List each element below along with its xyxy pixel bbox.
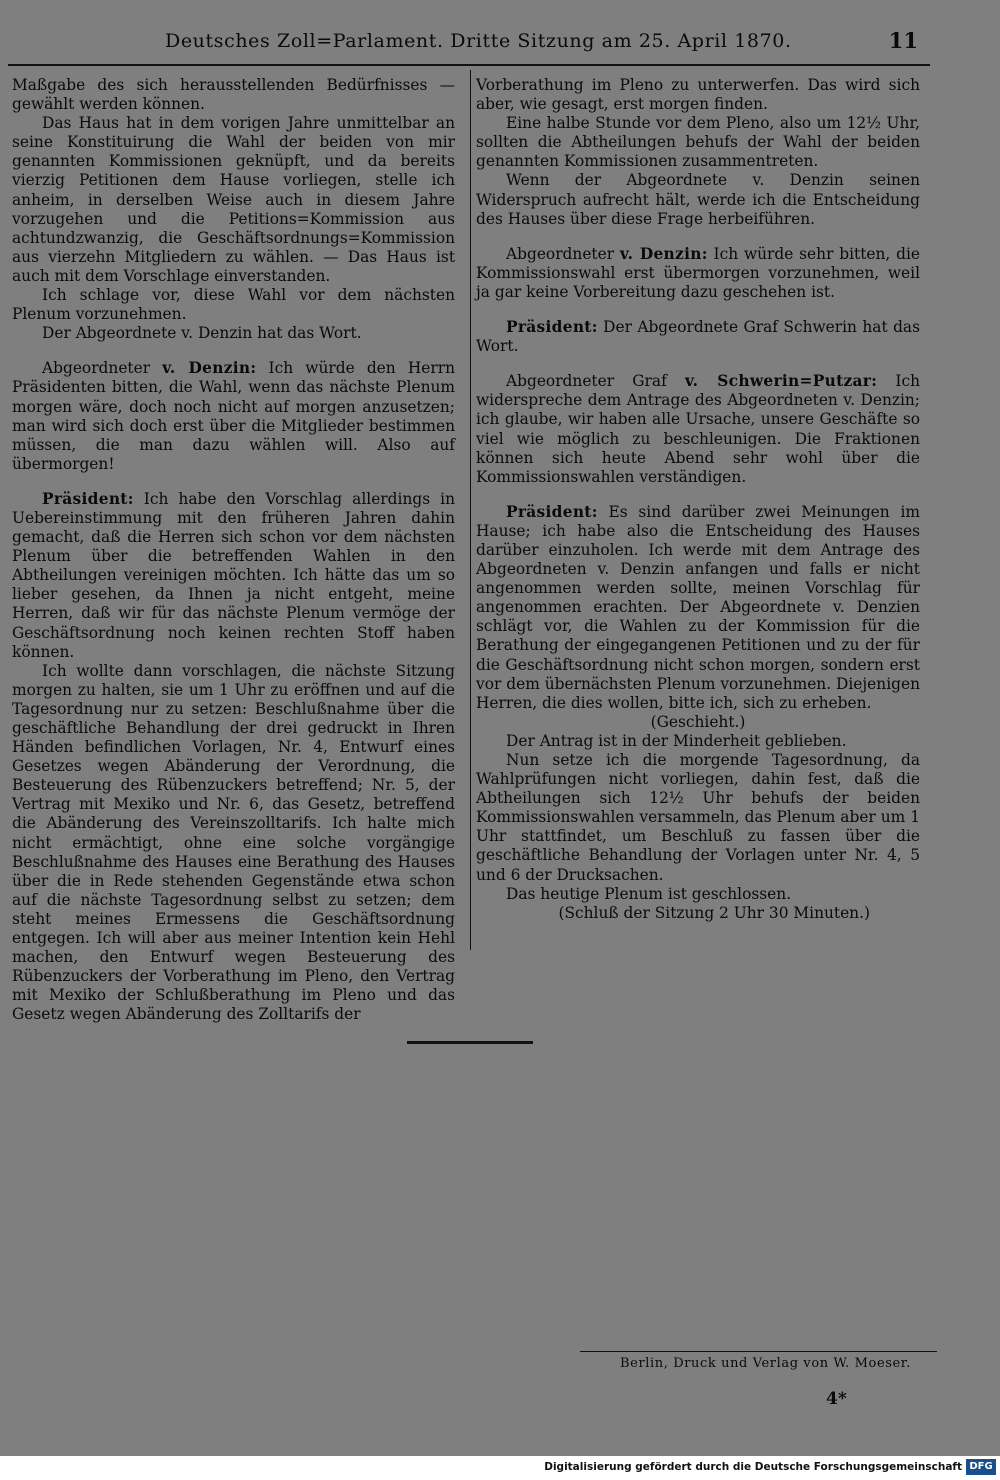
right-column bbox=[476, 76, 920, 923]
body-paragraph: Eine halbe Stunde vor dem Pleno, also um 12½ Uhr, sollten die Abtheilungen behufs der Wahl der beiden genannten Kommissionen zusammentreten. bbox=[476, 114, 920, 171]
running-title: Deutsches Zoll=Parlament. Dritte Sitzung am 25. April 1870. bbox=[165, 30, 792, 52]
session-closing-note: (Schluß der Sitzung 2 Uhr 30 Minuten.) bbox=[558, 903, 870, 922]
speech-paragraph bbox=[12, 359, 455, 474]
body-paragraph: Ich wollte dann vorschlagen, die nächste Sitzung morgen zu halten, sie um 1 Uhr zu eröffnen und auf die Tagesordnung nur zu setzen: Beschlußnahme über die geschäftliche Behandlung der drei gedruckt in Ihren Händen befindlichen Vorlagen, Nr. 4, Entwurf eines Gesetzes wegen Abänderung der Verordnung, die Besteuerung des Rübenzuckers betreffend; Nr. 5, der Vertrag mit Mexiko und Nr. 6, das Gesetz, betreffend die Abänderung des Vereinszolltarifs. Ich halte mich nicht ermächtigt, ohne eine solche vorgängige Beschlußnahme des Hauses eine Berathung des Hauses über die in Rede stehenden Gegenstände etwa schon auf die nächste Tagesordnung selbst zu setzen; dem steht meines Ermessens die Geschäftsordnung entgegen. Ich will aber aus meiner Intention kein Hehl machen, den Entwurf wegen Besteuerung des Rübenzuckers der Vorberathung im Pleno, den Vertrag mit Mexiko der Schlußberathung im Pleno und das Gesetz wegen Abänderung des Zolltarifs der bbox=[12, 661, 455, 1024]
speech-text: Ich habe den Vorschlag allerdings in Uebereinstimmung mit den früheren Jahren dahin gemacht, daß die Herren sich schon vor dem nächsten Plenum über die betreffenden Wahlen in den Abtheilungen vereinigen möchten. Ich hätte das um so lieber gesehen, da Ihnen ja nicht entgeht, meine Herren, daß wir für das nächste Plenum vermöge der Geschäftsordnung noch keinen rechten Stoff haben können. bbox=[12, 489, 455, 661]
speaker-title: Abgeordneter bbox=[506, 244, 620, 263]
page-header bbox=[0, 26, 1000, 62]
speech-text: Ich widerspreche dem Antrage des Abgeordneten v. Denzin; ich glaube, wir haben alle Ursache, unsere Geschäfte so viel wie möglich zu beschleunigen. Die Fraktionen können sich heute Abend sehr wohl über die Kommissionswahlen verständigen. bbox=[476, 372, 920, 486]
speech-text: Ich würde den Herrn Präsidenten bitten, die Wahl, wenn das nächste Plenum morgen wäre, doch noch nicht auf morgen anzusetzen; man wird sich doch erst über die Mitglieder bestimmen müssen, die man dazu wählen will. Also auf übermorgen! bbox=[12, 359, 455, 473]
body-paragraph: Wenn der Abgeordnete v. Denzin seinen Widerspruch aufrecht hält, werde ich die Entscheidung des Hauses über diese Frage herbeiführen. bbox=[476, 171, 920, 228]
digitization-footer-bar bbox=[0, 1456, 1000, 1480]
body-paragraph: Das heutige Plenum ist geschlossen. bbox=[506, 884, 792, 903]
dfg-logo-icon: DFG bbox=[966, 1459, 996, 1475]
footer-rule bbox=[580, 1351, 937, 1352]
body-paragraph: Ich schlage vor, diese Wahl vor dem nächsten Plenum vorzunehmen. bbox=[12, 286, 455, 324]
printer-imprint: Berlin, Druck und Verlag von W. Moeser. bbox=[620, 1356, 911, 1371]
sheet-signature: 4* bbox=[826, 1389, 847, 1409]
speaker-name: Präsident: bbox=[506, 502, 598, 521]
header-rule bbox=[8, 64, 930, 66]
body-paragraph: Maßgabe des sich herausstellenden Bedürfnisses — gewählt werden können. bbox=[12, 76, 455, 114]
speech-paragraph bbox=[476, 245, 920, 302]
speech-paragraph bbox=[476, 503, 920, 713]
speech-paragraph bbox=[476, 372, 920, 487]
speech-text: Es sind darüber zwei Meinungen im Hause; ich habe also die Entscheidung des Hauses darüber einzuholen. Ich werde mit dem Antrage des Abgeordneten v. Denzin anfangen und falls er nicht angenommen werden sollte, meinen Vorschlag für angenommen erachten. Der Abgeordnete v. Denzien schlägt vor, die Wahlen zu der Kommission für die Berathung der eingegangenen Petitionen und zu der für die Geschäftsordnung nicht schon morgen, sondern erst vor dem übernächsten Plenum vorzunehmen. Diejenigen Herren, die dies wollen, bitte ich, sich zu erheben. bbox=[476, 502, 920, 712]
speaker-name: v. Schwerin=Putzar: bbox=[684, 372, 878, 391]
body-paragraph: Nun setze ich die morgende Tagesordnung, da Wahlprüfungen nicht vorliegen, dahin fest, daß die Abtheilungen sich 12½ Uhr behufs der beiden Kommissionswahlen versammeln, das Plenum aber um 1 Uhr stattfindet, um Beschluß zu fassen über die geschäftliche Behandlung der Vorlagen unter Nr. 4, 5 und 6 der Drucksachen. bbox=[476, 751, 920, 884]
section-end-rule bbox=[407, 1041, 533, 1044]
speech-paragraph bbox=[476, 318, 920, 356]
body-paragraph: Der Antrag ist in der Minderheit geblieben. bbox=[506, 731, 847, 750]
funding-note: Digitalisierung gefördert durch die Deutsche Forschungsgemeinschaft bbox=[544, 1461, 962, 1473]
speaker-name: Präsident: bbox=[506, 318, 598, 337]
left-column bbox=[12, 76, 455, 1025]
speech-paragraph bbox=[12, 490, 455, 662]
speaker-title: Abgeordneter Graf bbox=[506, 372, 685, 391]
stage-direction: (Geschieht.) bbox=[650, 712, 746, 731]
column-divider bbox=[470, 70, 471, 950]
speaker-name: v. Denzin: bbox=[162, 359, 257, 378]
speaker-name: Präsident: bbox=[42, 489, 134, 508]
page-number: 11 bbox=[888, 28, 918, 53]
body-paragraph: Vorberathung im Pleno zu unterwerfen. Das wird sich aber, wie gesagt, erst morgen finden. bbox=[476, 76, 920, 114]
body-paragraph: Das Haus hat in dem vorigen Jahre unmittelbar an seine Konstituirung die Wahl der beiden von mir genannten Kommissionen geknüpft, und da bereits vierzig Petitionen dem Hause vorliegen, stelle ich anheim, in derselben Weise auch in diesem Jahre vorzugehen und die Petitions=Kommission aus achtundzwanzig, die Geschäftsordnungs=Kommission aus vierzehn Mitgliedern zu wählen. — Das Haus ist auch mit dem Vorschlage einverstanden. bbox=[12, 114, 455, 285]
speaker-name: v. Denzin: bbox=[619, 244, 708, 263]
body-paragraph: Der Abgeordnete v. Denzin hat das Wort. bbox=[42, 324, 362, 343]
speech-text: Ich würde sehr bitten, die Kommissionswahl erst übermorgen vorzunehmen, weil ja gar keine Vorbereitung dazu geschehen ist. bbox=[476, 244, 920, 301]
speaker-title: Abgeordneter bbox=[42, 359, 163, 378]
speech-text: Der Abgeordnete Graf Schwerin hat das Wort. bbox=[476, 318, 920, 356]
